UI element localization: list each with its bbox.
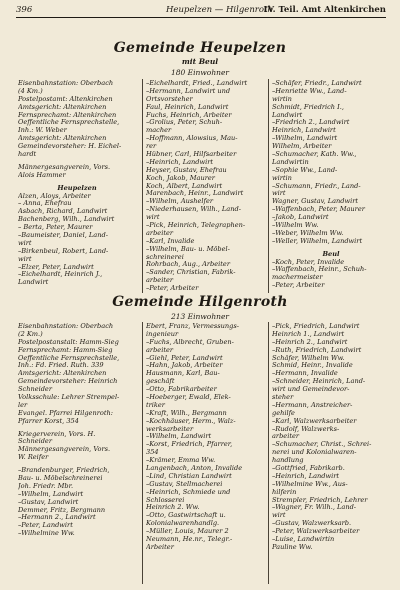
directory-entry: Wilhelm, Arbeiter	[272, 143, 332, 151]
directory-entry: schreinerei	[146, 253, 184, 261]
directory-entry: –Wilhelm, Landwirt	[272, 135, 338, 143]
directory-entry: arbeiter	[146, 346, 174, 354]
directory-entry: –Hermann, Invalide	[272, 370, 338, 378]
directory-entry: Asbach, Richard, Landwirt	[18, 208, 108, 216]
directory-entry: –Schäfer, Friedr., Landwirt	[272, 80, 362, 87]
directory-entry: Fernsprechamt: Altenkirchen	[18, 111, 117, 119]
directory-entry: Landwirt	[18, 279, 49, 287]
directory-entry: W. Reifer	[18, 454, 49, 462]
directory-entry: –Pick, Heinrich, Telegraphen-	[146, 222, 246, 230]
directory-entry: –Lind, Christian Landwirt	[146, 472, 232, 480]
directory-entry: –Hoffmann, Alowsius, Mau-	[146, 135, 238, 143]
directory-entry: Volksschule: Lehrer Strempel-	[18, 394, 120, 402]
directory-entry: Heinrich, Landwirt	[272, 127, 336, 135]
directory-entry: geschäft	[146, 378, 175, 386]
directory-entry: –Giehl, Peter, Landwirt	[146, 354, 223, 362]
directory-entry: Männergesangverein, Vors.	[18, 163, 111, 171]
directory-entry: –Elzer, Peter, Landwirt	[18, 263, 94, 271]
directory-entry: –Waffenbach, Heinr., Schuh-	[272, 266, 367, 274]
directory-entry: Fuchs, Heinrich, Arbeiter	[146, 111, 232, 119]
directory-entry: Langenbach, Anton, Invalide	[146, 465, 243, 473]
directory-entry: Schlosserei	[146, 496, 185, 504]
directory-entry: Oeffentliche Fernsprechstelle,	[18, 354, 120, 362]
directory-entry: –Peter, Arbeiter	[146, 285, 199, 293]
directory-entry: –Gustav, Landwirt	[18, 498, 79, 506]
column-heupelzen-2	[146, 80, 264, 293]
directory-entry: nerei und Kolonialwaren-	[272, 449, 357, 457]
column-hilgenroth-1	[18, 323, 136, 538]
directory-entry: Gemeindevorsteher: H. Eichel-	[18, 143, 122, 151]
directory-entry: Rohrbach, Aug., Arbeiter	[146, 261, 230, 269]
directory-entry: –Eichelhardt, Heinrich J.,	[18, 271, 103, 279]
directory-entry: –Hermann 2., Landwirt	[18, 514, 96, 522]
directory-entry: –Sander, Christian, Fabrik-	[146, 269, 236, 277]
directory-entry: hardt	[18, 151, 37, 159]
directory-entry: wirt	[272, 190, 286, 198]
directory-entry: –Sophie Ww., Land-	[272, 166, 338, 174]
directory-entry: Ortsvorsteher	[146, 95, 193, 103]
locality-heading: Beul	[322, 250, 340, 258]
directory-entry: arbeiter	[272, 433, 300, 441]
directory-entry: Alzen, Aloys, Arbeiter	[18, 192, 91, 200]
population-hilgenroth: 213 Einwohner	[170, 312, 230, 321]
directory-entry: –Schumann, Friedr., Land-	[272, 182, 361, 190]
directory-entry: –Hermann, Anstreicher-	[272, 401, 353, 409]
directory-entry: wirtin	[272, 174, 292, 182]
directory-entry: –Wilhelm, Bau- u. Möbel-	[146, 245, 230, 253]
directory-entry: –Heinrich, Landwirt	[272, 472, 340, 480]
directory-entry: –Wagner, Fr. Wilh., Land-	[272, 504, 357, 512]
section-subtitle-heupelzen: mit Beul	[181, 57, 219, 66]
directory-entry: –Birkenbeul, Robert, Land-	[18, 247, 109, 255]
directory-entry: Heyser, Gustav, Ehefrau	[146, 166, 227, 174]
column-divider	[268, 322, 269, 584]
directory-entry: –Peter, Landwirt	[18, 522, 73, 530]
directory-entry: – Anna, Ehefrau	[18, 200, 72, 208]
directory-entry: Schmid, Heinr., Invalide	[272, 362, 353, 370]
directory-entry: –Brandenburger, Friedrich,	[18, 467, 110, 475]
directory-entry: Eisenbahnstation: Oberbach	[18, 323, 114, 330]
directory-entry: Eisenbahnstation: Oberbach	[18, 80, 114, 87]
directory-entry: –Gustav, Stellmacherei	[146, 480, 223, 488]
directory-entry: –Krämer, Emma Ww.	[146, 457, 216, 465]
directory-entry: Amtsgericht: Altenkirchen	[18, 370, 107, 378]
directory-entry: Schneider	[18, 386, 52, 394]
directory-entry: 354	[146, 449, 159, 457]
directory-entry: Männergesangverein, Vors.	[18, 446, 111, 454]
directory-entry: –Schumacher, Kath. Ww.,	[272, 151, 357, 159]
directory-entry: rer	[146, 143, 157, 151]
directory-entry: –Schumacher, Christ., Schrei-	[272, 441, 372, 449]
directory-entry: –Hahn, Jakob, Arbeiter	[146, 362, 223, 370]
directory-entry: handlung	[272, 457, 304, 465]
directory-entry: wirt	[272, 512, 286, 520]
directory-entry: –Wilhelmine Ww., Aus-	[272, 480, 348, 488]
directory-entry: –Otto, Gastwirtschaft u.	[146, 512, 226, 520]
directory-entry: ingenieur	[146, 330, 179, 338]
column-heupelzen-3	[272, 80, 390, 290]
directory-entry: Wagner, Gustav, Landwirt	[272, 198, 359, 206]
section-title-hilgenroth: Gemeinde Hilgenroth	[112, 294, 288, 310]
population-heupelzen: 180 Einwohner	[170, 68, 230, 77]
directory-entry: –Ruth, Friedrich, Landwirt	[272, 346, 362, 354]
directory-entry: Heinrich 1., Landwirt	[272, 330, 345, 338]
directory-entry: –Wilhelm, Landwirt	[18, 490, 84, 498]
directory-entry: Hausmann, Karl, Bau-	[146, 370, 220, 378]
directory-entry: –Schneider, Heinrich, Land-	[272, 378, 366, 386]
directory-entry: Landwirt	[272, 111, 303, 119]
directory-entry: Fernsprechamt: Hamm-Sieg	[18, 346, 113, 354]
directory-entry: –Hoeberger, Ewald, Elek-	[146, 394, 231, 402]
directory-entry: Pfarrer Korst, 354	[18, 417, 79, 425]
directory-entry: Gemeindevorsteher: Heinrich	[18, 378, 118, 386]
directory-entry: Ebert, Franz, Vermessungs-	[146, 323, 239, 330]
directory-entry: –Karl, Walzwerksarbeiter	[272, 417, 357, 425]
directory-entry: Oeffentliche Fernsprechstelle,	[18, 119, 120, 127]
directory-entry: Neumann, He.nr., Telegr.-	[146, 536, 233, 544]
directory-entry: –Waffenbach, Peter, Maurer	[272, 206, 365, 214]
directory-entry: wirtin	[272, 95, 292, 103]
directory-entry: –Grolius, Peter, Schuh-	[146, 119, 223, 127]
directory-entry: wirt und Gemeindevor-	[272, 386, 350, 394]
directory-entry: Koch, Jakob, Maurer	[146, 174, 215, 182]
section-title-heupelzen: Gemeinde Heupelzen	[113, 40, 287, 56]
directory-entry: macher	[146, 127, 172, 135]
part-title: IV. Teil. Amt Altenkirchen	[263, 5, 386, 15]
directory-entry: Koch, Albert, Landwirt	[146, 182, 223, 190]
directory-entry: Kriegerverein, Vors. H.	[18, 430, 96, 438]
directory-entry: –Wilhelm Ww.	[272, 222, 319, 230]
directory-entry: –Wilhelm, Landwirt	[146, 433, 212, 441]
directory-entry: hilferin	[272, 488, 297, 496]
directory-entry: –Otto, Fabrikarbeiter	[146, 386, 217, 394]
column-divider	[268, 79, 269, 293]
directory-entry: –Wilhelm, Aushelfer	[146, 198, 214, 206]
directory-entry: Pauline Ww.	[272, 543, 313, 551]
column-divider	[142, 79, 143, 293]
column-hilgenroth-3	[272, 323, 390, 552]
directory-entry: gehilfe	[272, 409, 295, 417]
directory-entry: –Heinrich, Schmiede und	[146, 488, 231, 496]
directory-entry: triker	[146, 401, 165, 409]
column-hilgenroth-2	[146, 323, 264, 552]
directory-entry: –Heinrich 2., Landwirt	[272, 338, 348, 346]
directory-entry: Joh. Friedr. Mbr.	[18, 482, 74, 490]
directory-entry: –Hermann, Landwirt und	[146, 87, 231, 95]
directory-entry: Faul, Heinrich, Landwirt	[146, 103, 229, 111]
directory-entry: werksarbeiter	[146, 425, 194, 433]
directory-entry: Amtsgericht: Altenkirchen	[18, 103, 107, 111]
directory-entry: –Niederhausen, Wilh., Land-	[146, 206, 241, 214]
header-rule	[16, 17, 386, 18]
directory-entry: –Rudolf, Walzwerks-	[272, 425, 340, 433]
directory-entry: Amtsgericht: Altenkirchen	[18, 135, 107, 143]
directory-entry: –Müller, Louis, Maurer 2	[146, 528, 229, 536]
directory-entry: Schäfer, Wilhelm Ww.	[272, 354, 345, 362]
directory-entry: –Weber, Wilhelm Ww.	[272, 229, 344, 237]
page-header	[16, 2, 386, 18]
directory-entry: Heinrich 2. Ww.	[146, 504, 200, 512]
running-title: Heupelzen — Hilgenroth	[166, 5, 273, 15]
directory-entry: Postelpostamt: Altenkirchen	[18, 95, 113, 103]
directory-entry: –Gustav, Walzwerksarb.	[272, 520, 352, 528]
column-heupelzen-1	[18, 80, 136, 287]
directory-entry: –Peter, Walzwerksarbeiter	[272, 528, 360, 536]
directory-entry: Inh.: W. Weber	[18, 127, 67, 135]
directory-entry: Bau- u. Möbelschreinerei	[18, 475, 103, 483]
directory-entry: steher	[272, 394, 294, 402]
directory-entry: Postelpostanstalt: Hamm-Sieg	[18, 338, 119, 346]
directory-entry: –Peter, Arbeiter	[272, 282, 325, 290]
directory-entry: Hübner, Carl, Hilfsarbeiter	[146, 151, 237, 159]
directory-entry: –Henriette Ww., Land-	[272, 87, 347, 95]
directory-entry: Alois Hammer	[18, 171, 66, 179]
directory-entry: Kolonialwarenhandlg.	[146, 520, 220, 528]
directory-entry: –Friedrich 2., Landwirt	[272, 119, 350, 127]
directory-entry: Bachenberg, Wilh., Landwirt	[18, 216, 115, 224]
directory-entry: Arbeiter	[146, 543, 174, 551]
directory-entry: –Weller, Wilhelm, Landwirt	[272, 237, 363, 245]
directory-entry: arbeiter	[146, 229, 174, 237]
directory-entry: machermeister	[272, 274, 323, 282]
directory-entry: arbeiter	[146, 277, 174, 285]
directory-entry: (4 Km.)	[18, 87, 43, 95]
column-divider	[142, 322, 143, 584]
directory-entry: –Fuchs, Albrecht, Gruben-	[146, 338, 234, 346]
locality-heading: Heupelzen	[57, 184, 97, 192]
directory-entry: Landwirtin	[272, 158, 309, 166]
directory-entry: Inh.: Fd. Fried. Ruth. 339	[18, 362, 104, 370]
directory-entry: –Wilhelmine Ww.	[18, 530, 75, 538]
directory-entry: –Eichelhardt, Fried., Landwirt	[146, 80, 248, 87]
directory-entry: Evangel. Pfarrei Hilgenroth:	[18, 409, 113, 417]
directory-entry: –Baumeister, Daniel, Land-	[18, 232, 108, 240]
directory-entry: Marenbach, Heinr., Landwirt	[146, 190, 244, 198]
directory-entry: –Korst, Friedrich, Pfarrer,	[146, 441, 233, 449]
directory-entry: –Heinrich, Landwirt	[146, 158, 214, 166]
directory-entry: –Jakob, Landwirt	[272, 214, 329, 222]
directory-entry: Strempler, Friedrich, Lehrer	[272, 496, 368, 504]
directory-entry: Schneider	[18, 438, 52, 446]
directory-entry: wirt	[146, 214, 160, 222]
directory-entry: Demmer, Fritz, Bergmann	[18, 506, 106, 514]
directory-entry: –Kochhäuser, Herm., Walz-	[146, 417, 236, 425]
directory-entry: –Luise, Landwirtin	[272, 536, 335, 544]
page-number: 396	[16, 5, 33, 15]
directory-entry: –Gottfried, Fabrikarb.	[272, 465, 345, 473]
directory-entry: ler	[18, 401, 28, 409]
directory-entry: –Pick, Friedrich, Landwirt	[272, 323, 360, 330]
directory-entry: wirt	[18, 255, 32, 263]
directory-entry: wirt	[18, 239, 32, 247]
directory-entry: Schmidt, Friedrich I.,	[272, 103, 344, 111]
directory-entry: – Berta, Peter, Maurer	[18, 224, 93, 232]
directory-entry: –Koch, Peter, Invalide	[272, 258, 345, 266]
directory-entry: –Kraft, Wilh., Bergmann	[146, 409, 227, 417]
directory-entry: (2 Km.)	[18, 330, 43, 338]
directory-entry: –Karl, Invalide	[146, 237, 195, 245]
